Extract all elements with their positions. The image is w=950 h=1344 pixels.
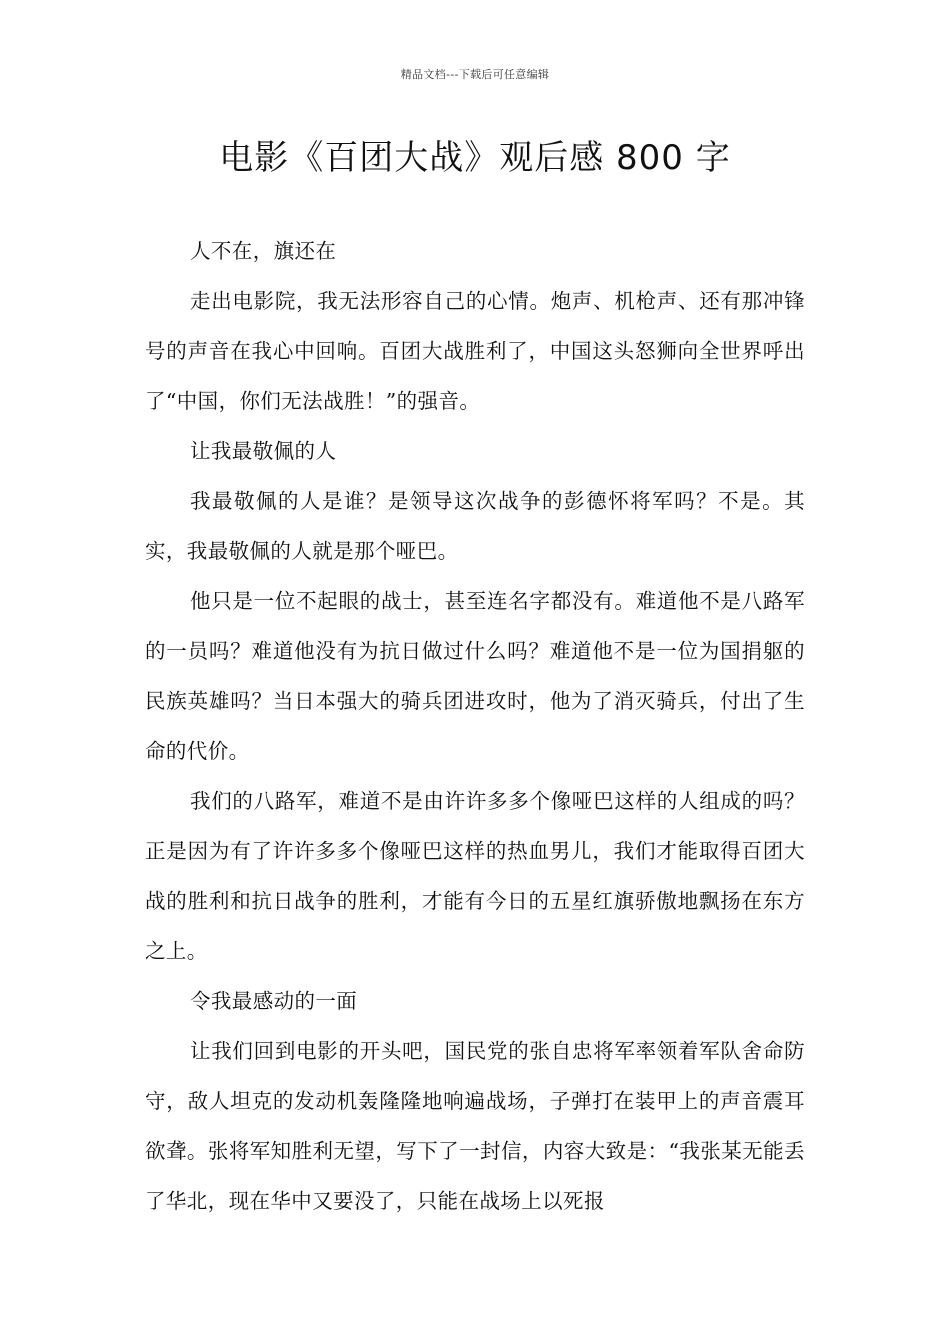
- paragraph: 让我最敬佩的人: [190, 439, 337, 463]
- paragraph: 我们的八路军，难道不是由许许多多个像哑巴这样的人组成的吗？正是因为有了许许多多个像哑巴这样的热血男儿，我们才能取得百团大战的胜利和抗日战争的胜利，才能有今日的五星红旗骄傲地飘扬在东方之上。: [145, 789, 805, 963]
- paragraph: 他只是一位不起眼的战士，甚至连名字都没有。难道他不是八路军的一员吗？难道他没有为抗日做过什么吗？难道他不是一位为国捐躯的民族英雄吗？当日本强大的骑兵团进攻时，他为了消灭骑兵，付出了生命的代价。: [145, 589, 805, 763]
- paragraph: 人不在，旗还在: [190, 239, 337, 263]
- paragraph: 让我们回到电影的开头吧，国民党的张自忠将军率领着军队舍命防守，敌人坦克的发动机轰隆隆地响遍战场，子弹打在装甲上的声音震耳欲聋。张将军知胜利无望，写下了一封信，内容大致是：“我张某无能丢了华北，现在华中又要没了，只能在战场上以死报: [145, 1039, 805, 1213]
- document-body: [145, 226, 805, 1226]
- paragraph: 走出电影院，我无法形容自己的心情。炮声、机枪声、还有那冲锋号的声音在我心中回响。百团大战胜利了，中国这头怒狮向全世界呼出了“中国，你们无法战胜！”的强音。: [145, 289, 805, 413]
- paragraph: 我最敬佩的人是谁？是领导这次战争的彭德怀将军吗？不是。其实，我最敬佩的人就是那个哑巴。: [145, 489, 805, 563]
- document-title: 电影《百团大战》观后感 800 字: [219, 138, 731, 178]
- header-note: 精品文档---下载后可任意编辑: [400, 68, 550, 81]
- paragraph: 令我最感动的一面: [190, 989, 358, 1013]
